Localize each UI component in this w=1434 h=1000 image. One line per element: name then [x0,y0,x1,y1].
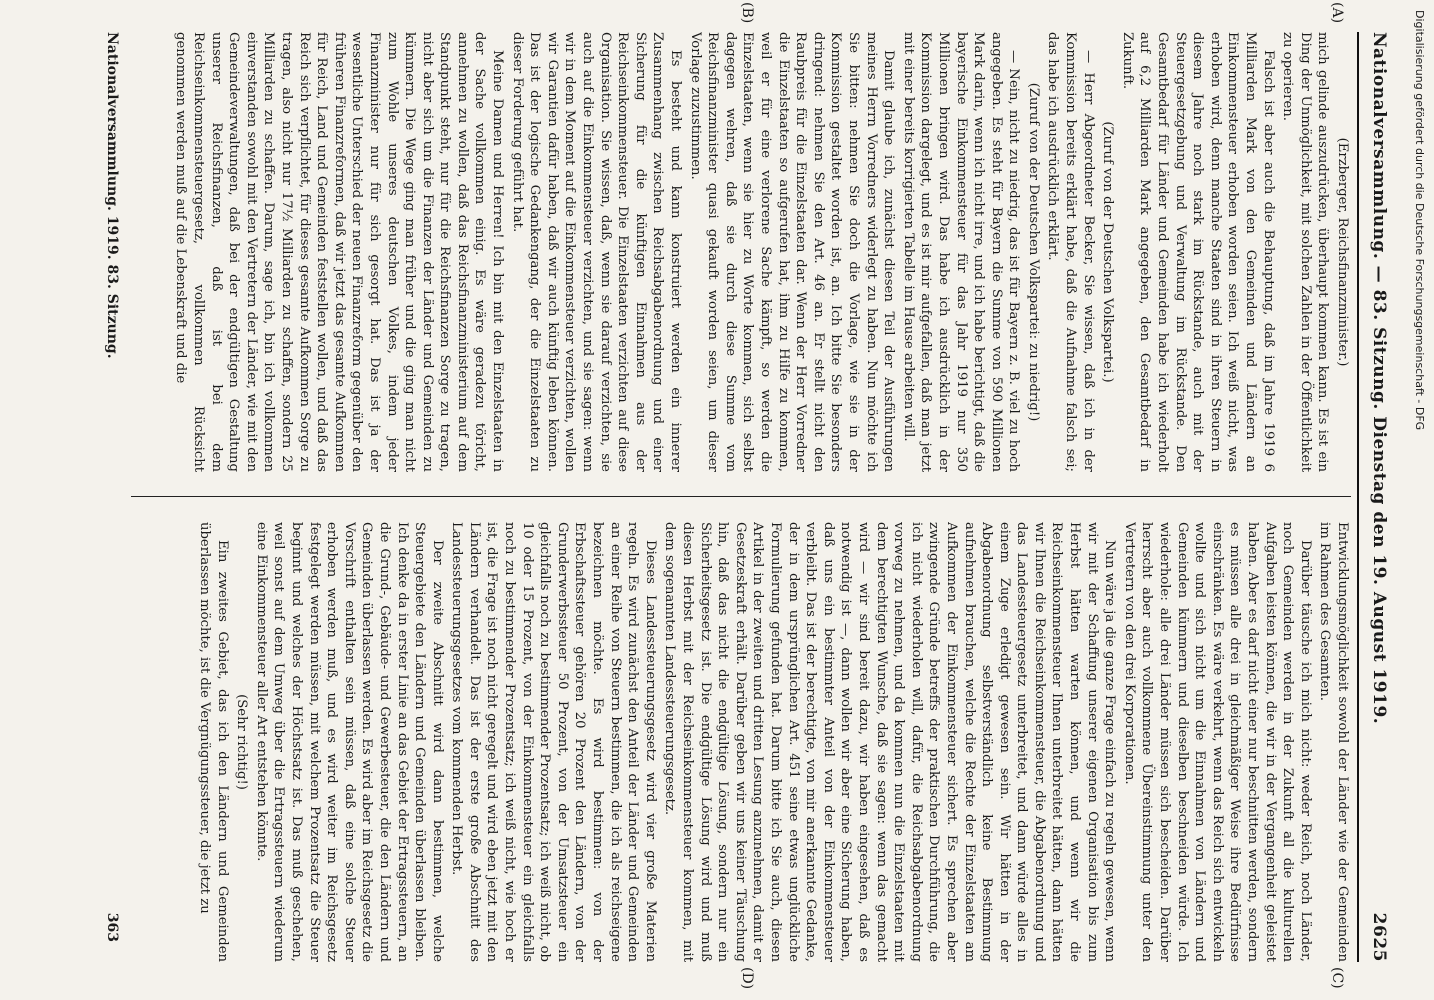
footer-signature: Nationalversammlung. 1919. 83. Sitzung. [104,32,120,359]
page-header [1359,32,1395,962]
right-column [131,522,1351,962]
rotated-page [55,2,1395,990]
paragraph: Damit glaube ich, zunächst diesen Teil der Ausführungen meines Herrn Vorredners widerlegt zu haben. Nun möchte ich Sie bitten: nehmen Sie doch die Vorlage, wie sie in der Kommission gestaltet worden ist, an. Ich bitte Sie besonders dringend: nehmen Sie den Art. 46 an. Er stellt nicht den Raubpreis für die Einzelstaaten dar. Wenn der Herr Vorredner die Einzelstaaten so aufgerufen hat, ihm zu Hilfe zu kommen, weil er für eine verlorene Sache kämpft, so werden die Einzelstaaten, wenn sie hier zu Worte kommen, sich selbst dagegen wehren, daß sie durch diese Summe vom Reichsfinanzminister quasi gekauft worden seien, um dieser Vorlage zuzustimmen. [687,32,897,472]
paragraph: Ein zweites Gebiet, das ich den Ländern und Gemeinden überlassen möchte, ist die Vergnügungssteuer, die jetzt zu [197,522,230,962]
header-rule [1357,32,1359,962]
paragraph: Der zweite Abschnitt wird dann bestimmen, welche Steuergebiete den Ländern und Gemeinden überlassen bleiben. Ich denke da in erster Linie an das Gebiet der Ertragssteuern, an die Grund-, Gebäude- und Gewerbesteuer, die den Ländern und Gemeinden überlassen werden. Es wird aber im Reichsgesetz die Vorschrift enthalten sein müssen, daß eine solche Steuer erhoben werden muß, und es wird weiter im Reichsgesetz festgelegt werden müssen, mit welchem Prozentsatz die Steuer beginnt und welches der Höchstsatz ist. Das muß geschehen, weil sonst auf dem Umweg über die Ertragssteuern wiederum eine Einkommensteuer aller Art entstehen könnte. [253,522,445,962]
margin-marker-d: (D) [739,967,755,990]
paragraph: Meine Damen und Herren! Ich bin mit den Einzelstaaten in der Sache vollkommen einig. Es wäre geradezu töricht, annehmen zu wollen, daß das Reichsfinanzministerium auf dem Standpunkt steht, nur für die Reichsfinanzen Sorge zu tragen, nicht aber sich um die Finanzen der Länder und Gemeinden zu kümmern. Die Wege ging man früher und die ging man nicht zum Wohle unseres deutschen Volkes, indem jeder Finanzminister nur für sich gesorgt hat. Das ist ja der wesentliche Unterschied der neuen Finanzreform gegenüber den früheren Finanzreformen, daß wir jetzt das gesamte Aufkommen für Reich, Land und Gemeinden feststellen wollen, und daß das Reich sich verpflichtet, für dieses gesamte Aufkommen Sorge zu tragen, also nicht nur 17½ Milliarden zu schaffen, sondern 25 Milliarden zu schaffen. Darum, sage ich, bin ich vollkommen einverstanden sowohl mit den Vertretern der Länder, wie mit den Gemeindeverwaltungen, daß bei der endgültigen Gestaltung unserer Reichsfinanzen, daß ist bei dem Reichseinkommensteuergesetz, vollkommen Rücksicht genommen werden muß auf die Lebenskraft und die [173,32,506,472]
paragraph: mich gelinde auszudrücken, überhaupt kommen kann. Es ist ein Ding der Unmöglichkeit, mit solchen Zahlen in der Öffentlichkeit zu operieren. [1280,32,1331,472]
margin-marker-b: (B) [739,2,755,24]
paragraph: Entwicklungsmöglichkeit sowohl der Länder wie der Gemeinden im Rahmen des Gesamten. [1317,522,1350,962]
footer-sheet-number: 363 [104,912,120,942]
paragraph: — Nein, nicht zu niedrig, das ist für Bayern z. B. viel zu hoch angegeben. Es steht für Bayern die Summe von 590 Millionen Mark darin, wenn ich nicht irre, und ich habe berichtigt, daß die bayerische Einkommensteuer für das Jahr 1919 nur 350 Millionen bringen wird. Das habe ich ausdrücklich in der Kommission dargelegt, und es ist mir aufgefallen, daß man jetzt mit einer bereits korrigierten Tabelle im Hause arbeiten will. [900,32,1022,472]
paragraph: Falsch ist aber auch die Behauptung, daß im Jahre 1919 6 Milliarden Mark von den Gemeinden und Ländern an Einkommensteuer erhoben worden seien. Ich weiß nicht, was erhoben wird, denn manche Staaten sind in ihren Steuern in diesem Jahre noch stark im Rückstande, auch mit der Steuergesetzgebung und Verwaltung im Rückstande. Den Gesamtbedarf für Länder und Gemeinden habe ich wiederholt auf 6,2 Milliarden Mark angegeben, den Gesamtbedarf in Zukunft. [1119,32,1276,472]
paragraph: Darüber täusche ich mich nicht: weder Reich, noch Länder, noch Gemeinden werden in der Zukunft all die kulturellen Aufgaben leisten können, die wir in der Vergangenheit geleistet haben. Aber es darf nicht einer nur beschnitten werden, sondern es müssen alle drei in gleichmäßiger Weise ihre Bedürfnisse einschränken. Es wäre verkehrt, wenn das Reich sich entwickeln wollte und sich nicht um die Einnahmen von Ländern und Gemeinden kümmern und dieselben beschneiden würde. Ich wiederhole: alle drei Länder müssen sich bescheiden. Darüber herrscht aber auch vollkommene Übereinstimmung unter den Vertretern von den drei Korporationen. [1121,522,1313,962]
paragraph: (Erzberger, Reichsfinanzminister.) [1335,137,1350,367]
margin-marker-c: (C) [1329,967,1345,989]
header-title: Nationalversammlung. — 83. Sitzung. Dienstag den 19. August 1919. [1369,32,1389,725]
left-column [131,32,1351,472]
digitization-note-text: Digitalisierung gefördert durch die Deutsche Forschungsgemeinschaft - DFG [1413,10,1426,431]
column-divider [131,496,1351,497]
interjection: (Zuruf von der Deutschen Volkspartei: zu niedrig!) [1025,82,1041,422]
margin-marker-a: (A) [1329,2,1345,24]
header-page-number: 2625 [1369,912,1389,962]
paragraph: — Herr Abgeordneter Becker, Sie wissen, daß ich in der Kommission bereits erklärt habe, daß die Aufnahme falsch sei; das habe ich ausdrücklich erklärt. [1045,32,1096,472]
interjection: (Zuruf von der Deutschen Volkspartei.) [1100,121,1116,383]
paragraph: Dieses Landessteuerungsgesetz wird vier große Materien regeln. Es wird zunächst den Anteil der Länder und Gemeinden an einer Reihe von Steuern bestimmen, die ich als reichseigene bezeichnen möchte. Es wird bestimmen: von der Erbschaftssteuer gehören 20 Prozent den Ländern, von der Grunderwerbssteuer 50 Prozent, von der Umsatzsteuer ein gleichfalls noch zu bestimmender Prozentsatz; ich weiß nicht, ob 10 oder 15 Prozent, von der Einkommensteuer ein gleichfalls noch zu bestimmender Prozentsatz; ich weiß nicht, wie hoch er ist, die Frage ist noch nicht geregelt und wird eben jetzt mit den Ländern verhandelt. Das ist der erste große Abschnitt des Landessteuerungsgesetzes vom kommenden Herbst. [449,522,658,962]
paragraph: Nun wäre ja die ganze Frage einfach zu regeln gewesen, wenn wir mit der Schaffung unserer eigenen Organisation bis zum Herbst hätten warten können, und wenn wir die Reichseinkommensteuer Ihnen unterbreitet hätten, dann hätten wir Ihnen die Reichseinkommensteuer, die Abgabenordnung und das Landessteuergesetz unterbreitet, und dann würde alles in einem Zuge erledigt gewesen sein. Wir hätten in der Abgabenordnung selbstverständlich keine Bestimmung aufnehmen brauchen, welche die Rechte der Einzelstaaten am Aufkommen der Einkommensteuer sichert. Es sprechen aber zwingende Gründe betreffs der praktischen Durchführung, die ich nicht wiederholen will, dafür, die Reichsabgabenordnung vorweg zu nehmen, und da kommen nun die Einzelstaaten mit dem berechtigten Wunsche, daß sie sagen: wenn das gemacht wird — wir sind bereit dazu, wir haben eingesehen, daß es notwendig ist —, dann wollen wir aber eine Sicherung haben, daß uns ein bestimmter Anteil von der Einkommensteuer verbleibt. Das ist der berechtigte, von mir anerkannte Gedanke, der in dem ursprünglichen Art. 451 seine etwas unglückliche Formulierung gefunden hat. Darum bitte ich Sie auch, diesen Artikel in der zweiten und dritten Lesung anzunehmen, damit er Gesetzeskraft erhält. Darüber geben wir uns keiner Täuschung hin, daß das nicht die endgültige Lösung, sondern nur ein Sicherheitsgesetz ist. Die endgültige Lösung wird und muß diesen Herbst mit der Reichseinkommensteuer kommen, mit dem sogenannten Landessteuerungsgesetz. [662,522,1118,962]
interjection: (Sehr richtig!) [234,694,250,790]
digitization-note [1412,10,1430,990]
paragraph: Es besteht und kann konstruiert werden ein innerer Zusammenhang zwischen Reichsabgabenordnung und einer Sicherung für die künftigen Einnahmen aus der Reichseinkommensteuer. Die Einzelstaaten verzichten auf diese Organisation. Sie wissen, daß, wenn sie darauf verzichten, sie auch auf die Einkommensteuer verzichten, und sie sagen: wenn wir in dem Moment auf die Einkommensteuer verzichten, wollen wir Garantien dafür haben, daß wir auch künftig leben können. Das ist der logische Gedankengang, der die Einzelstaaten zu dieser Forderung geführt hat. [509,32,684,472]
